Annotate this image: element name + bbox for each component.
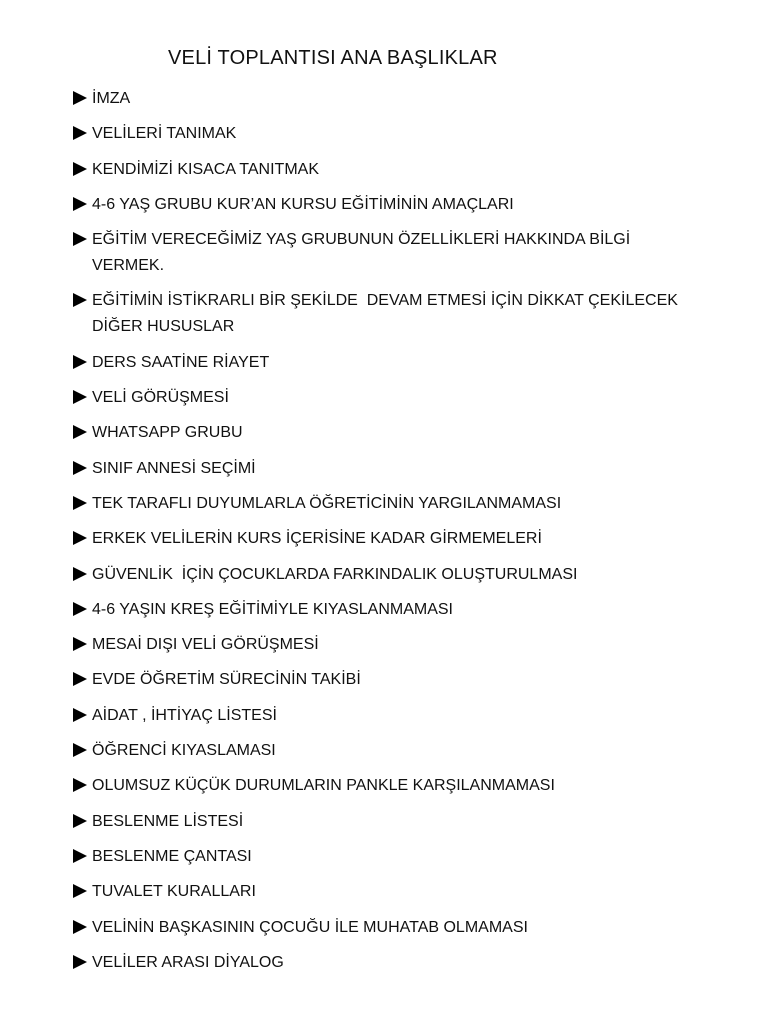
list-item-text: TEK TARAFLI DUYUMLARLA ÖĞRETİCİNİN YARGILANMAMASI xyxy=(92,494,562,512)
list-item-text: BESLENME LİSTESİ xyxy=(92,812,244,830)
list-item-text: MESAİ DIŞI VELİ GÖRÜŞMESİ xyxy=(92,636,319,654)
list-item-text: EĞİTİMİN İSTİKRARLI BİR ŞEKİLDE DEVAM ETMESİ İÇİN DİKKAT ÇEKİLECEK DİĞER HUSUSLAR xyxy=(92,292,678,336)
list-item xyxy=(72,844,722,870)
list-item-text: İMZA xyxy=(92,90,131,107)
list-item xyxy=(72,121,722,147)
bullet-arrow-icon xyxy=(72,632,92,658)
bullet-arrow-icon xyxy=(72,526,92,552)
list-item xyxy=(72,192,722,218)
list-item-text: DERS SAATİNE RİAYET xyxy=(92,353,270,371)
topic-list xyxy=(72,86,722,985)
list-item-text: SINIF ANNESİ SEÇİMİ xyxy=(92,459,256,477)
list-item xyxy=(72,456,722,482)
bullet-arrow-icon xyxy=(72,738,92,764)
bullet-arrow-icon xyxy=(72,491,92,517)
list-item-text: WHATSAPP GRUBU xyxy=(92,424,243,442)
list-item xyxy=(72,773,722,799)
list-item xyxy=(72,950,722,976)
list-item-text: OLUMSUZ KÜÇÜK DURUMLARIN PANKLE KARŞILANMAMASI xyxy=(92,777,555,795)
list-item-text: VELİLER ARASI DİYALOG xyxy=(92,953,284,971)
list-item-text: EVDE ÖĞRETİM SÜRECİNİN TAKİBİ xyxy=(92,671,361,689)
bullet-arrow-icon xyxy=(72,456,92,482)
bullet-arrow-icon xyxy=(72,288,92,314)
bullet-arrow-icon xyxy=(72,950,92,976)
bullet-arrow-icon xyxy=(72,773,92,799)
list-item-text: KENDİMİZİ KISACA TANITMAK xyxy=(92,160,319,178)
bullet-arrow-icon xyxy=(72,667,92,693)
bullet-arrow-icon xyxy=(72,879,92,905)
list-item-text: ÖĞRENCİ KIYASLAMASI xyxy=(92,742,276,760)
list-item xyxy=(72,562,722,588)
list-item xyxy=(72,526,722,552)
list-item xyxy=(72,703,722,729)
list-item xyxy=(72,809,722,835)
bullet-arrow-icon xyxy=(72,915,92,941)
list-item xyxy=(72,632,722,658)
list-item-text: BESLENME ÇANTASI xyxy=(92,847,252,865)
bullet-arrow-icon xyxy=(72,597,92,623)
list-item xyxy=(72,597,722,623)
list-item-text: TUVALET KURALLARI xyxy=(92,883,256,901)
list-item xyxy=(72,667,722,693)
list-item xyxy=(72,738,722,764)
bullet-arrow-icon xyxy=(72,121,92,147)
list-item xyxy=(72,915,722,941)
list-item xyxy=(72,288,722,340)
bullet-arrow-icon xyxy=(72,227,92,253)
list-item-text: GÜVENLİK İÇİN ÇOCUKLARDA FARKINDALIK OLUŞTURULMASI xyxy=(92,565,578,583)
bullet-arrow-icon xyxy=(72,385,92,411)
list-item xyxy=(72,350,722,376)
bullet-arrow-icon xyxy=(72,192,92,218)
list-item-text: VELİNİN BAŞKASININ ÇOCUĞU İLE MUHATAB OLMAMASI xyxy=(92,918,528,936)
bullet-arrow-icon xyxy=(72,809,92,835)
list-item-text: 4-6 YAŞ GRUBU KUR’AN KURSU EĞİTİMİNİN AMAÇLARI xyxy=(92,195,514,213)
list-item xyxy=(72,157,722,183)
bullet-arrow-icon xyxy=(72,844,92,870)
bullet-arrow-icon xyxy=(72,420,92,446)
list-item-text: VELİLERİ TANIMAK xyxy=(92,125,237,143)
list-item xyxy=(72,227,722,279)
list-item-text: 4-6 YAŞIN KREŞ EĞİTİMİYLE KIYASLANMAMASI xyxy=(92,600,453,618)
list-item xyxy=(72,86,722,112)
list-item xyxy=(72,385,722,411)
list-item-text: EĞİTİM VERECEĞİMİZ YAŞ GRUBUNUN ÖZELLİKLERİ HAKKINDA BİLGİ VERMEK. xyxy=(92,231,631,275)
bullet-arrow-icon xyxy=(72,86,92,112)
list-item xyxy=(72,491,722,517)
bullet-arrow-icon xyxy=(72,562,92,588)
bullet-arrow-icon xyxy=(72,703,92,729)
list-item-text: AİDAT , İHTİYAÇ LİSTESİ xyxy=(92,706,277,724)
list-item-text: VELİ GÖRÜŞMESİ xyxy=(92,389,229,407)
page-title: VELİ TOPLANTISI ANA BAŞLIKLAR xyxy=(168,47,498,69)
bullet-arrow-icon xyxy=(72,157,92,183)
list-item xyxy=(72,879,722,905)
bullet-arrow-icon xyxy=(72,350,92,376)
list-item xyxy=(72,420,722,446)
list-item-text: ERKEK VELİLERİN KURS İÇERİSİNE KADAR GİRMEMELERİ xyxy=(92,530,542,548)
